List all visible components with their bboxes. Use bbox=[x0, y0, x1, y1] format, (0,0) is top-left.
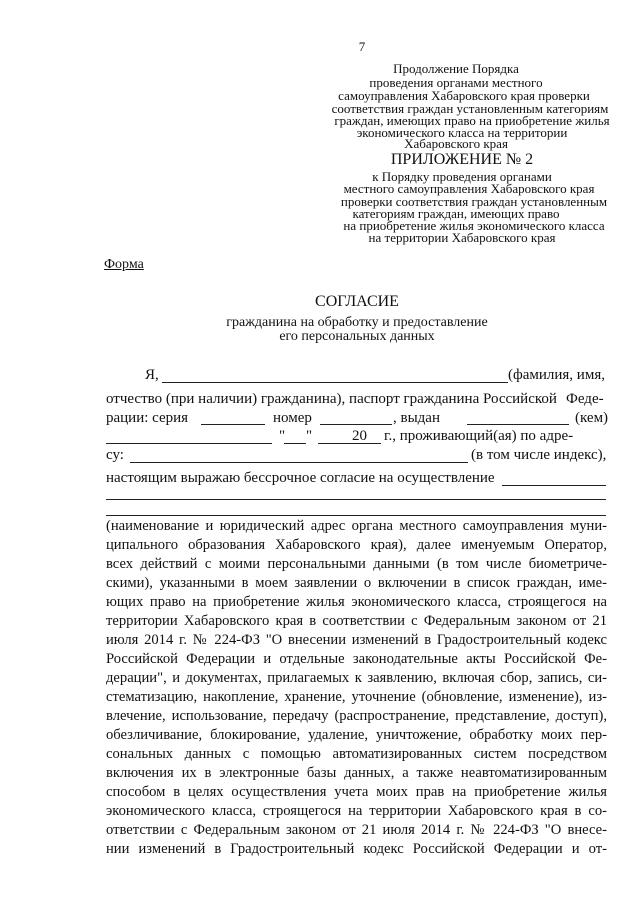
body-line: Российской Федерации и отдельные законодательные акты Российской Фе- bbox=[106, 651, 607, 667]
document-title: СОГЛАСИЕ bbox=[315, 293, 399, 310]
field-label: , выдан bbox=[393, 410, 440, 426]
body-line: территории Хабаровского края в соответствии с Федеральным законом от 21 bbox=[106, 613, 607, 629]
continuation-line: Продолжение Порядка bbox=[393, 61, 519, 76]
field-label: номер bbox=[273, 410, 312, 426]
body-line: экономического класса, строящегося на территории Хабаровского края в со- bbox=[106, 803, 607, 819]
appendix-line: к Порядку проведения органами bbox=[372, 169, 552, 184]
body-line: (наименование и юридический адрес органа местного самоуправления муни- bbox=[106, 518, 607, 534]
field-label: г., проживающий(ая) по адре- bbox=[384, 428, 574, 444]
appendix-line: на приобретение жилья экономического класса bbox=[343, 218, 605, 233]
body-line: июля 2014 г. № 224-ФЗ "О внесении изменений в Градостроительный кодекс bbox=[106, 632, 607, 648]
field-label: " bbox=[279, 428, 286, 444]
appendix-line: на территории Хабаровского края bbox=[368, 230, 556, 245]
issued-by-line bbox=[467, 424, 569, 425]
consent-target-line-3 bbox=[106, 515, 606, 516]
body-line: стематизацию, накопление, хранение, уточнение (обновление, изменение), из- bbox=[106, 689, 607, 705]
body-line: влечение, использование, передачу (распространение, представление, доступ), bbox=[106, 708, 607, 724]
continuation-line: соответствия граждан установленным категориям bbox=[331, 101, 609, 116]
appendix-line: местного самоуправления Хабаровского края bbox=[343, 181, 595, 196]
continuation-line: экономического класса на территории bbox=[356, 125, 568, 140]
issued-by-line-2 bbox=[106, 443, 272, 444]
body-line: ющих право на приобретение жилья экономического класса, строящегося на bbox=[106, 594, 607, 610]
page-number: 7 bbox=[358, 39, 366, 54]
field-label: (фамилия, имя, bbox=[508, 367, 605, 383]
consent-target-line-2 bbox=[106, 499, 606, 500]
field-label: су: bbox=[106, 447, 124, 463]
form-label: Форма bbox=[104, 257, 144, 272]
address-line bbox=[130, 462, 468, 463]
continuation-line: граждан, имеющих право на приобретение жилья bbox=[334, 113, 610, 128]
day-line bbox=[284, 443, 306, 444]
body-line: способом в целях осуществления учета моих прав на приобретение жилья bbox=[106, 784, 607, 800]
body-line: включения их в электронные базы данных, а также неавтоматизированным bbox=[106, 765, 607, 781]
document-subtitle: гражданина на обработку и предоставление bbox=[226, 315, 488, 330]
name-field-line bbox=[162, 382, 508, 383]
consent-target-line bbox=[502, 485, 606, 486]
continuation-line: проведения органами местного bbox=[369, 75, 543, 90]
continuation-line: Хабаровского края bbox=[404, 136, 508, 151]
field-label: рации: серия bbox=[106, 410, 189, 426]
body-line: дерации", и документах, прилагаемых к заявлению, включая сбор, запись, си- bbox=[106, 670, 607, 686]
document-subtitle: его персональных данных bbox=[279, 329, 435, 344]
continuation-line: самоуправления Хабаровского края проверки bbox=[338, 88, 590, 103]
field-label: 20 bbox=[352, 428, 367, 444]
field-label: Я, bbox=[145, 367, 159, 383]
passport-series-line bbox=[201, 424, 265, 425]
field-label: настоящим выражаю бессрочное согласие на осуществление bbox=[106, 470, 495, 486]
body-line: сональных данных с помощью автоматизированных систем посредством bbox=[106, 746, 607, 762]
field-label: (кем) bbox=[575, 410, 609, 426]
body-line: всех действий с моими персональными данными (в том числе биометриче- bbox=[106, 556, 607, 572]
field-label: отчество (при наличии) гражданина), паспорт гражданина Российской bbox=[106, 391, 557, 407]
passport-number-line bbox=[320, 424, 392, 425]
body-line: ципального образования Хабаровского края), далее именуемым Оператор, bbox=[106, 537, 607, 553]
body-line: ответствии с Федеральным законом от 21 июля 2014 г. № 224-ФЗ "О внесе- bbox=[106, 822, 607, 838]
body-line: скими), указанными в моем заявлении о включении в список граждан, име- bbox=[106, 575, 607, 591]
year-line bbox=[369, 443, 381, 444]
appendix-line: проверки соответствия граждан установленным bbox=[340, 194, 608, 209]
field-label: (в том числе индекс), bbox=[471, 447, 607, 463]
body-line: обезличивание, блокирование, удаление, уничтожение, обработку моих пер- bbox=[106, 727, 607, 743]
appendix-line: категориям граждан, имеющих право bbox=[352, 206, 560, 221]
field-label: " bbox=[306, 428, 313, 444]
field-label: Феде- bbox=[566, 391, 604, 407]
body-line: нии изменений в Градостроительный кодекс Российской Федерации и от- bbox=[106, 841, 607, 857]
appendix-title: ПРИЛОЖЕНИЕ № 2 bbox=[390, 151, 534, 168]
